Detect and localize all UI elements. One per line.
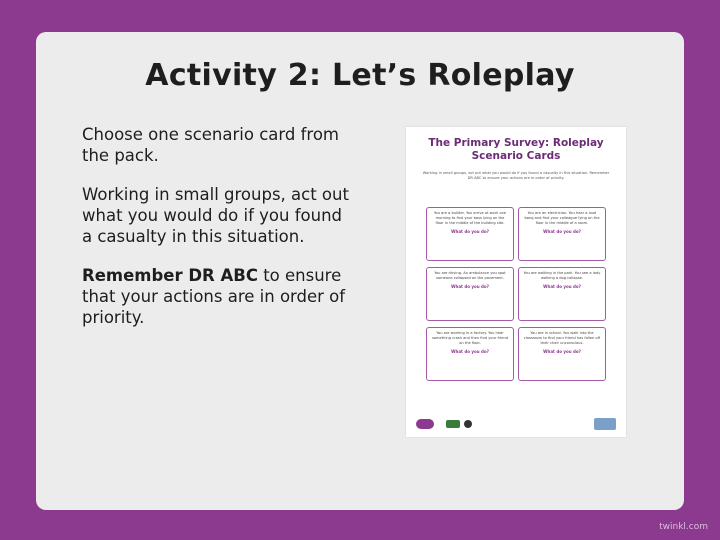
scenario-card (518, 267, 606, 321)
scenario-card-text: You are driving. An ambulance you spot someone collapsed on the pavement. (434, 271, 506, 280)
scenario-card (518, 327, 606, 381)
worksheet-title-line1: The Primary Survey: Roleplay (428, 137, 604, 149)
worksheet-intro: Working in small groups, act out what you would do if you found a casualty in this situation. Remember DR ABC to ensure your actions are in order of priority. (422, 171, 610, 180)
scenario-card (426, 207, 514, 261)
scenario-card-question: What do you do? (451, 284, 489, 289)
scenario-card (426, 267, 514, 321)
scenario-card (426, 327, 514, 381)
scenario-card-question: What do you do? (543, 284, 581, 289)
badge-logo-icon (464, 420, 472, 428)
twinkl-logo-icon (416, 419, 434, 429)
scenario-card-text: You are walking in the park. You see a lady walking a dog collapse. (523, 271, 601, 280)
worksheet-preview (406, 127, 626, 437)
scenario-card-question: What do you do? (543, 349, 581, 354)
slide-title: Activity 2: Let’s Roleplay (145, 58, 575, 93)
instruction-remember-bold: Remember DR ABC (82, 266, 258, 285)
instruction-small-groups: Working in small groups, act out what you would do if you found a casualty in this situation. (82, 185, 349, 246)
instructions (82, 124, 352, 346)
instruction-choose-card: Choose one scenario card from the pack. (82, 125, 339, 165)
scenario-card-text: You are a builder. You arrive at work one morning to find your boss lying on the floor in the middle of the building site. (433, 211, 507, 225)
scenario-card-text: You are an electrician. You hear a loud bang and find your colleague lying on the floor in the middle of a room. (524, 211, 600, 225)
slide-card (36, 32, 684, 510)
watermark: twinkl.com (659, 522, 708, 532)
worksheet-title-line2: Scenario Cards (471, 150, 561, 162)
instruction-remember (82, 265, 352, 328)
scenario-card-question: What do you do? (451, 349, 489, 354)
worksheet-title (406, 137, 626, 163)
instruction-remember-rest: to ensure that your actions are in order of priority. (82, 266, 346, 327)
scenario-card-question: What do you do? (451, 229, 489, 234)
scenario-card-text: You are working in a factory. You hear something crash and then find your friend on the floor. (431, 331, 509, 345)
scenario-card-question: What do you do? (543, 229, 581, 234)
organisation-logo-icon (594, 418, 616, 430)
partner-logo-icon (446, 420, 460, 428)
scenario-card-text: You are in school. You walk into the classroom to find your friend has fallen off their chair unconscious. (523, 331, 601, 345)
worksheet-footer (416, 417, 616, 431)
scenario-card (518, 207, 606, 261)
